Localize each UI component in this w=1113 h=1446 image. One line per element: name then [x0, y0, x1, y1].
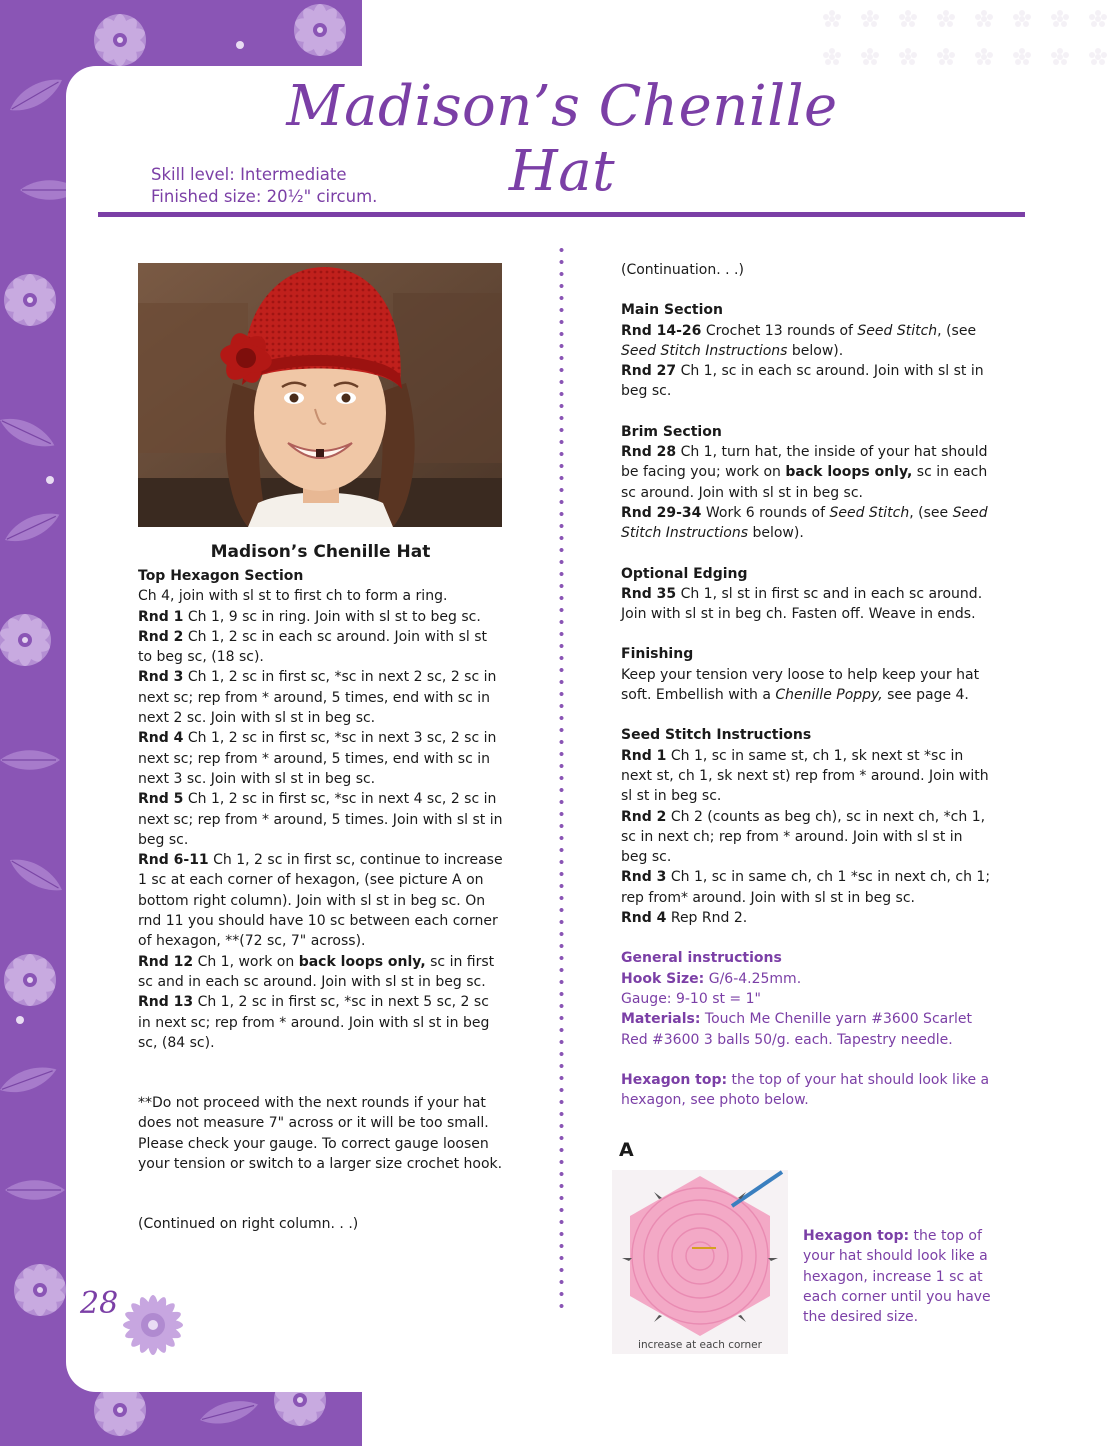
round-5 — [138, 789, 503, 850]
left-column — [138, 540, 503, 1235]
round-label: Rnd 3 — [621, 869, 667, 886]
section-heading-top-hexagon: Top Hexagon Section — [138, 568, 304, 584]
header-rule — [98, 212, 1025, 217]
round-text: Crochet 13 rounds of — [701, 322, 858, 339]
round-2 — [138, 627, 503, 668]
section-heading-edging: Optional Edging — [621, 565, 748, 582]
photo-caption: increase at each corner — [638, 1339, 762, 1351]
gauge-note: **Do not proceed with the next rounds if your hat does not measure 7" across or it will be too small. Please check your gauge. To correct gauge loosen your tension or switch to a larger size crochet hook. — [138, 1095, 503, 1173]
round-text: Ch 1, 2 sc in first sc, *sc in next 4 sc, 2 sc in next sc; rep from * around, 5 times. Join with sl st in beg sc. — [138, 791, 503, 848]
caption-text: the top of your hat should look like a hexagon, increase 1 sc at each corner until you have the desired size. — [803, 1228, 991, 1326]
round-label: Rnd 13 — [138, 994, 194, 1011]
emphasis-text: back loops only, — [298, 953, 426, 970]
italic-text: Chenille Poppy, — [775, 687, 883, 704]
skill-level: Skill level: Intermediate — [151, 165, 347, 184]
page-number: 28 — [80, 1286, 119, 1321]
round-28 — [621, 442, 991, 503]
emphasis-text: back loops only, — [785, 464, 913, 481]
round-text: Ch 1, 2 sc in first sc, *sc in next 2 sc, 2 sc in next sc; rep from * around, 5 times, end with sc in next 2 sc. Join with sl st in beg sc. — [138, 669, 497, 727]
round-29-34 — [621, 503, 991, 544]
continued-note: (Continued on right column. . .) — [138, 1216, 359, 1233]
round-13 — [138, 992, 503, 1053]
round-label: Rnd 27 — [621, 363, 677, 380]
round-text: Ch 1, 9 sc in ring. Join with sl st to beg sc. — [183, 608, 481, 625]
round-12 — [138, 952, 503, 993]
round-label: Rnd 2 — [621, 808, 667, 825]
round-6-11 — [138, 850, 503, 951]
round-text: Ch 1, sc in each sc around. Join with sl st in beg sc. — [621, 363, 984, 400]
section-heading-finishing: Finishing — [621, 646, 694, 663]
pattern-heading: Madison’s Chenille Hat — [210, 542, 431, 562]
round-35 — [621, 584, 991, 625]
italic-text: Seed Stitch Instructions — [621, 504, 988, 542]
round-14-26 — [621, 321, 991, 362]
round-text: Ch 1, sc in same st, ch 1, sk next st *sc in next st, ch 1, sk next st) rep from * around. Join with sl st in beg sc. — [621, 747, 989, 805]
intro-text: Ch 4, join with sl st to first ch to form a ring. — [138, 588, 448, 605]
hat-photo-illustration — [138, 263, 502, 527]
section-heading-brim: Brim Section — [621, 423, 722, 440]
round-text: Ch 1, 2 sc in each sc around. Join with sl st to beg sc, (18 sc). — [138, 628, 488, 666]
pattern-meta — [151, 164, 377, 208]
italic-text: Seed Stitch — [829, 504, 910, 521]
seed-round-3 — [621, 867, 991, 908]
seed-round-2 — [621, 807, 991, 868]
round-label: Rnd 1 — [621, 747, 667, 764]
finished-size: Finished size: 20½" circum. — [151, 187, 378, 206]
round-text: Ch 1, sc in same ch, ch 1 *sc in next ch, ch 1; rep from* around. Join with sl st in beg sc. — [621, 869, 991, 906]
field-value: Touch Me Chenille yarn #3600 Scarlet Red #3600 3 balls 50/g. each. Tapestry needle. — [621, 1011, 972, 1048]
hook-size — [621, 969, 991, 989]
round-label: Rnd 5 — [138, 791, 184, 808]
right-column — [621, 260, 991, 1110]
round-label: Rnd 4 — [138, 730, 184, 747]
seed-round-4 — [621, 908, 991, 928]
materials — [621, 1009, 991, 1050]
hexagon-photo — [612, 1170, 788, 1354]
round-3 — [138, 667, 503, 728]
round-text: below). — [787, 342, 844, 359]
italic-text: Seed Stitch — [857, 322, 938, 339]
section-heading-seed-stitch: Seed Stitch Instructions — [621, 727, 812, 744]
figure-a-label: A — [619, 1139, 634, 1161]
round-label: Rnd 1 — [138, 608, 184, 625]
body-text: see page 4. — [882, 687, 969, 704]
round-4 — [138, 728, 503, 789]
round-text: Ch 1, turn hat, the inside of your hat should be facing you; work on — [621, 444, 988, 481]
finishing-text — [621, 665, 991, 706]
round-text: sc in each sc around. Join with sl st in beg sc. — [621, 464, 988, 501]
continuation-note: (Continuation. . .) — [621, 262, 744, 278]
round-text: Ch 1, work on — [193, 953, 299, 970]
field-label: Hook Size: — [621, 970, 705, 987]
round-label: Rnd 4 — [621, 910, 667, 927]
round-text: Work 6 rounds of — [701, 504, 830, 521]
field-label: Hexagon top: — [621, 1071, 728, 1088]
round-1 — [138, 607, 503, 627]
italic-text: Seed Stitch Instructions — [621, 342, 788, 359]
round-label: Rnd 6-11 — [138, 852, 209, 869]
hexagon-illustration — [612, 1170, 788, 1354]
section-heading-main: Main Section — [621, 302, 723, 319]
round-text: , (see — [909, 504, 953, 521]
round-text: Ch 2 (counts as beg ch), sc in next ch, *ch 1, sc in next ch; rep from * around. Join with sl st in beg sc. — [621, 808, 986, 866]
round-text: Ch 1, 2 sc in first sc, continue to increase 1 sc at each corner of hexagon, (see picture A on bottom right column). Join with sl st in beg sc. On rnd 11 you should have 10 sc between each corner of hexagon, **(72 sc, 7" across). — [138, 852, 503, 950]
hexagon-note — [621, 1070, 991, 1111]
flower-icon — [118, 1290, 188, 1360]
body-text: Keep your tension very loose to help keep your hat soft. Embellish with a — [621, 666, 980, 704]
round-text: , (see — [937, 322, 977, 339]
round-label: Rnd 12 — [138, 953, 194, 970]
round-text: sc in first sc and in each sc around. Join with sl st in beg sc. — [138, 953, 495, 990]
hexagon-caption — [803, 1226, 1003, 1327]
round-27 — [621, 361, 991, 402]
general-instructions — [621, 948, 991, 1110]
round-label: Rnd 3 — [138, 669, 184, 686]
field-value: G/6-4.25mm. — [704, 970, 802, 987]
round-label: Rnd 29-34 — [621, 504, 702, 521]
round-label: Rnd 35 — [621, 585, 677, 602]
round-label: Rnd 14-26 — [621, 322, 702, 339]
field-label: Materials: — [621, 1011, 701, 1028]
page-title: Madison’s Chenille Hat — [286, 74, 838, 204]
seed-round-1 — [621, 746, 991, 807]
section-heading-general: General instructions — [621, 950, 782, 967]
round-label: Rnd 28 — [621, 444, 677, 461]
gauge: Gauge: 9-10 st = 1" — [621, 990, 761, 1007]
hat-photo — [138, 263, 502, 527]
round-text: Ch 1, sl st in first sc and in each sc around. Join with sl st in beg ch. Fasten off. Weave in ends. — [621, 585, 983, 623]
round-text: Rep Rnd 2. — [666, 910, 748, 927]
round-text: Ch 1, 2 sc in first sc, *sc in next 3 sc, 2 sc in next sc; rep from * around, 5 times, end with sc in next 3 sc. Join with sl st in beg sc. — [138, 730, 497, 787]
field-value: the top of your hat should look like a hexagon, see photo below. — [621, 1071, 990, 1109]
round-text: below). — [748, 525, 804, 542]
round-label: Rnd 2 — [138, 628, 184, 645]
field-label: Hexagon top: — [803, 1228, 910, 1244]
round-text: Ch 1, 2 sc in first sc, *sc in next 5 sc, 2 sc in next sc; rep from * around. Join with sl st in beg sc, (84 sc). — [138, 994, 490, 1051]
column-divider — [559, 244, 564, 1312]
